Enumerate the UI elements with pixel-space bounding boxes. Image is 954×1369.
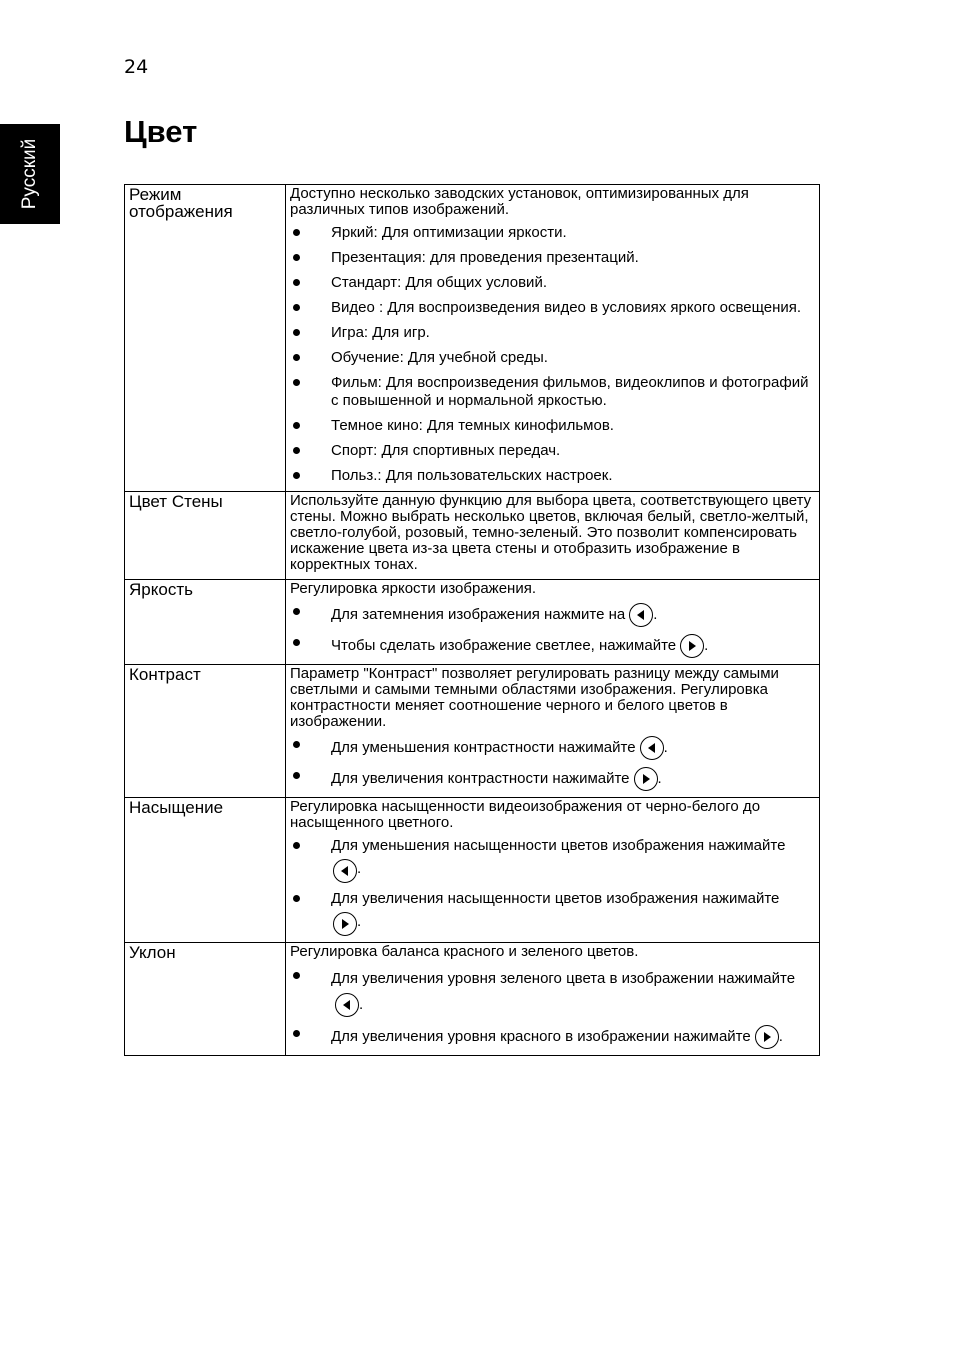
punctuation: .: [657, 769, 662, 787]
list-item: [290, 299, 815, 317]
left-arrow-button-icon: [333, 859, 357, 883]
setting-description: [286, 185, 820, 492]
list-item: [290, 837, 815, 883]
setting-label: Контраст: [125, 665, 286, 798]
right-arrow-button-icon: [680, 634, 704, 658]
list-item-text: Темное кино: Для темных кинофильмов.: [331, 417, 614, 434]
list-item: [290, 1025, 815, 1049]
list-item: [290, 417, 815, 435]
page-title: Цвет: [124, 114, 198, 149]
bullet-icon: [293, 422, 300, 429]
list-item: [290, 966, 815, 1018]
description-text: Регулировка насыщенности видеоизображения от черно-белого до насыщенного цветного.: [290, 798, 761, 831]
bullet-list: [290, 224, 815, 485]
setting-label: Насыщение: [125, 798, 286, 943]
description-text: Доступно несколько заводских установок, оптимизированных для различных типов изображений.: [290, 185, 749, 218]
table-row: [125, 665, 820, 798]
setting-description: [286, 798, 820, 943]
punctuation: .: [653, 605, 658, 623]
language-tab-label: Русский: [19, 138, 40, 210]
list-item-text: Фильм: Для воспроизведения фильмов, видеоклипов и фотографий с повышенной и нормальной яркостью.: [331, 374, 809, 409]
setting-label: Режим отображения: [125, 185, 286, 492]
punctuation: .: [357, 912, 362, 930]
list-item: [290, 890, 815, 936]
list-item-text: Обучение: Для учебной среды.: [331, 349, 548, 366]
page-number: 24: [124, 56, 149, 78]
left-arrow-button-icon: [335, 993, 359, 1017]
punctuation: .: [704, 636, 709, 654]
description-text: Регулировка яркости изображения.: [290, 580, 537, 597]
table-row: [125, 798, 820, 943]
list-item-text: Чтобы сделать изображение светлее, нажимайте: [331, 636, 677, 654]
punctuation: .: [663, 738, 668, 756]
bullet-list: [290, 736, 815, 791]
table-row: [125, 580, 820, 665]
right-arrow-button-icon: [634, 767, 658, 791]
punctuation: .: [357, 859, 362, 877]
right-arrow-button-icon: [333, 912, 357, 936]
list-item: [290, 349, 815, 367]
bullet-list: [290, 966, 815, 1049]
left-arrow-button-icon: [640, 736, 664, 760]
table-row: [125, 943, 820, 1056]
bullet-icon: [293, 304, 300, 311]
setting-description: [286, 492, 820, 580]
bullet-icon: [293, 842, 300, 849]
list-item-text: Стандарт: Для общих условий.: [331, 274, 547, 291]
setting-description: [286, 943, 820, 1056]
bullet-icon: [293, 472, 300, 479]
description-text: Используйте данную функцию для выбора цвета, соответствующего цвету стены. Можно выбрать несколько цветов, включая белый, светло-желтый, светло-голубой, розовый, темно-зеленый. Это позволит компенсировать искажение цвета из-за цвета стены и отобразить изображение в корректных тонах.: [290, 492, 812, 573]
bullet-list: [290, 603, 815, 658]
list-item: [290, 324, 815, 342]
list-item-text: Спорт: Для спортивных передач.: [331, 442, 561, 459]
description-text: Параметр "Контраст" позволяет регулировать разницу между самыми светлыми и самыми темными областями изображения. Регулировка контрастности меняет соотношение черного и белого цветов в изображении.: [290, 665, 779, 730]
list-item: [290, 467, 815, 485]
bullet-icon: [293, 1030, 300, 1037]
list-item-text: Для затемнения изображения нажмите на: [331, 605, 626, 623]
list-item: [290, 767, 815, 791]
list-item-text: Для увеличения уровня зеленого цвета в изображении нажимайте: [331, 970, 796, 987]
bullet-icon: [293, 772, 300, 779]
bullet-icon: [293, 229, 300, 236]
list-item: [290, 249, 815, 267]
punctuation: .: [778, 1027, 783, 1045]
list-item-text: Для увеличения насыщенности цветов изображения нажимайте: [331, 890, 780, 907]
list-item: [290, 603, 815, 627]
table-row: [125, 185, 820, 492]
list-item-text: Видео : Для воспроизведения видео в условиях яркого освещения.: [331, 299, 802, 316]
bullet-list: [290, 837, 815, 936]
list-item: [290, 634, 815, 658]
list-item-text: Для уменьшения контрастности нажимайте: [331, 738, 636, 756]
punctuation: .: [359, 996, 364, 1013]
list-item: [290, 442, 815, 460]
bullet-icon: [293, 379, 300, 386]
list-item: [290, 374, 815, 410]
bullet-icon: [293, 608, 300, 615]
list-item-text: Для увеличения контрастности нажимайте: [331, 769, 630, 787]
left-arrow-button-icon: [629, 603, 653, 627]
setting-description: [286, 580, 820, 665]
bullet-icon: [293, 639, 300, 646]
language-tab: [0, 124, 60, 224]
bullet-icon: [293, 354, 300, 361]
bullet-icon: [293, 329, 300, 336]
list-item: [290, 736, 815, 760]
setting-label: Яркость: [125, 580, 286, 665]
list-item-text: Польз.: Для пользовательских настроек.: [331, 467, 613, 484]
table-row: [125, 492, 820, 580]
bullet-icon: [293, 895, 300, 902]
list-item: [290, 224, 815, 242]
setting-label: Цвет Стены: [125, 492, 286, 580]
list-item-text: Для увеличения уровня красного в изображении нажимайте: [331, 1027, 751, 1045]
right-arrow-button-icon: [755, 1025, 779, 1049]
color-settings-table: [124, 184, 820, 1056]
list-item-text: Игра: Для игр.: [331, 324, 430, 341]
list-item-text: Для уменьшения насыщенности цветов изображения нажимайте: [331, 837, 786, 854]
setting-label: Уклон: [125, 943, 286, 1056]
bullet-icon: [293, 741, 300, 748]
bullet-icon: [293, 254, 300, 261]
description-text: Регулировка баланса красного и зеленого цветов.: [290, 943, 639, 960]
list-item: [290, 274, 815, 292]
list-item-text: Презентация: для проведения презентаций.: [331, 249, 639, 266]
bullet-icon: [293, 972, 300, 979]
setting-description: [286, 665, 820, 798]
list-item-text: Яркий: Для оптимизации яркости.: [331, 224, 567, 241]
bullet-icon: [293, 279, 300, 286]
bullet-icon: [293, 447, 300, 454]
